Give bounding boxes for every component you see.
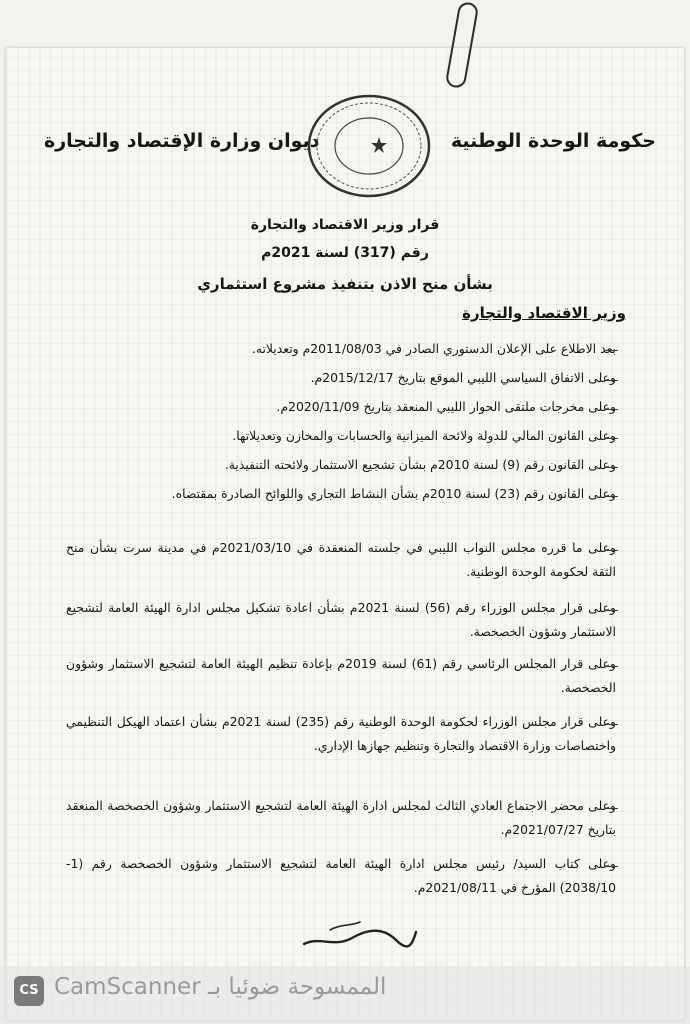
- addressee-heading: وزير الاقتصاد والتجارة: [462, 304, 626, 322]
- clause-4: وعلى القانون المالي للدولة ولائحة الميزانية والحسابات والمخازن وتعديلاتها.: [232, 428, 616, 443]
- bullet-dash: [604, 610, 618, 611]
- clause-12: وعلى كتاب السيد/ رئيس مجلس ادارة الهيئة العامة لتشجيع الاستثمار وشؤون الخصخصة رقم (1- 2038/10) المؤرخ في 2021/08/11م.: [66, 856, 616, 895]
- decision-subject: بشأن منح الاذن بتنفيذ مشروع استثماري: [197, 275, 493, 293]
- clause-3: وعلى مخرجات ملتقى الحوار الليبي المنعقد بتاريخ 2020/11/09م.: [276, 399, 616, 414]
- clause-9: وعلى قرار المجلس الرئاسي رقم (61) لسنة 2019م بإعادة تنظيم الهيئة العامة لتشجيع الاستثمار وشؤون الخصخصة.: [66, 656, 616, 695]
- clause-7: وعلى ما قرره مجلس النواب الليبي في جلسته المنعقدة في 2021/03/10م في مدينة سرت بشأن منح الثقة لحكومة الوحدة الوطنية.: [66, 540, 616, 579]
- handwritten-signature: [300, 918, 420, 952]
- clause-6: وعلى القانون رقم (23) لسنة 2010م بشأن النشاط التجاري واللوائح الصادرة بمقتضاه.: [171, 486, 616, 501]
- clause-1: بعد الاطلاع على الإعلان الدستوري الصادر في 2011/08/03م وتعديلاته.: [251, 341, 616, 356]
- bullet-dash: [604, 550, 618, 551]
- clause-8: وعلى قرار مجلس الوزراء رقم (56) لسنة 2021م بشأن اعادة تشكيل مجلس ادارة الهيئة العامة لتشجيع الاستثمار وشؤون الخصخصة.: [66, 600, 616, 639]
- government-name: حكومة الوحدة الوطنية: [450, 130, 656, 152]
- bullet-dash: [604, 409, 618, 410]
- clause-2: وعلى الاتفاق السياسي الليبي الموقع بتاريخ 2015/12/17م.: [310, 370, 616, 385]
- bullet-dash: [604, 380, 618, 381]
- bullet-dash: [604, 438, 618, 439]
- bullet-dash: [604, 467, 618, 468]
- bullet-dash: [604, 496, 618, 497]
- ministry-office-name: ديوان وزارة الإقتصاد والتجارة: [44, 130, 320, 152]
- bullet-dash: [604, 350, 618, 351]
- decision-title: قرار وزير الاقتصاد والتجارة: [250, 217, 440, 233]
- camscanner-logo-icon: CS: [14, 976, 44, 1006]
- bullet-dash: [604, 666, 618, 667]
- bullet-dash: [604, 808, 618, 809]
- scanner-watermark-text: CamScanner الممسوحة ضوئيا بـ: [54, 974, 387, 1000]
- clause-11: وعلى محضر الاجتماع العادي الثالث لمجلس ادارة الهيئة العامة لتشجيع الاستثمار وشؤون الخصخصة المنعقد بتاريخ 2021/07/27م.: [66, 798, 616, 837]
- clause-10: وعلى قرار مجلس الوزراء لحكومة الوحدة الوطنية رقم (235) لسنة 2021م بشأن اعتماد الهيكل التنظيمي واختصاصات وزارة الاقتصاد والتجارة وتنظيم جهازها الإداري.: [66, 714, 616, 753]
- state-seal-icon: [306, 93, 432, 199]
- bullet-dash: [604, 724, 618, 725]
- decision-number: رقم (317) لسنة 2021م: [261, 245, 429, 261]
- clause-5: وعلى القانون رقم (9) لسنة 2010م بشأن تشجيع الاستثمار ولائحته التنفيذية.: [224, 457, 616, 472]
- bullet-dash: [604, 866, 618, 867]
